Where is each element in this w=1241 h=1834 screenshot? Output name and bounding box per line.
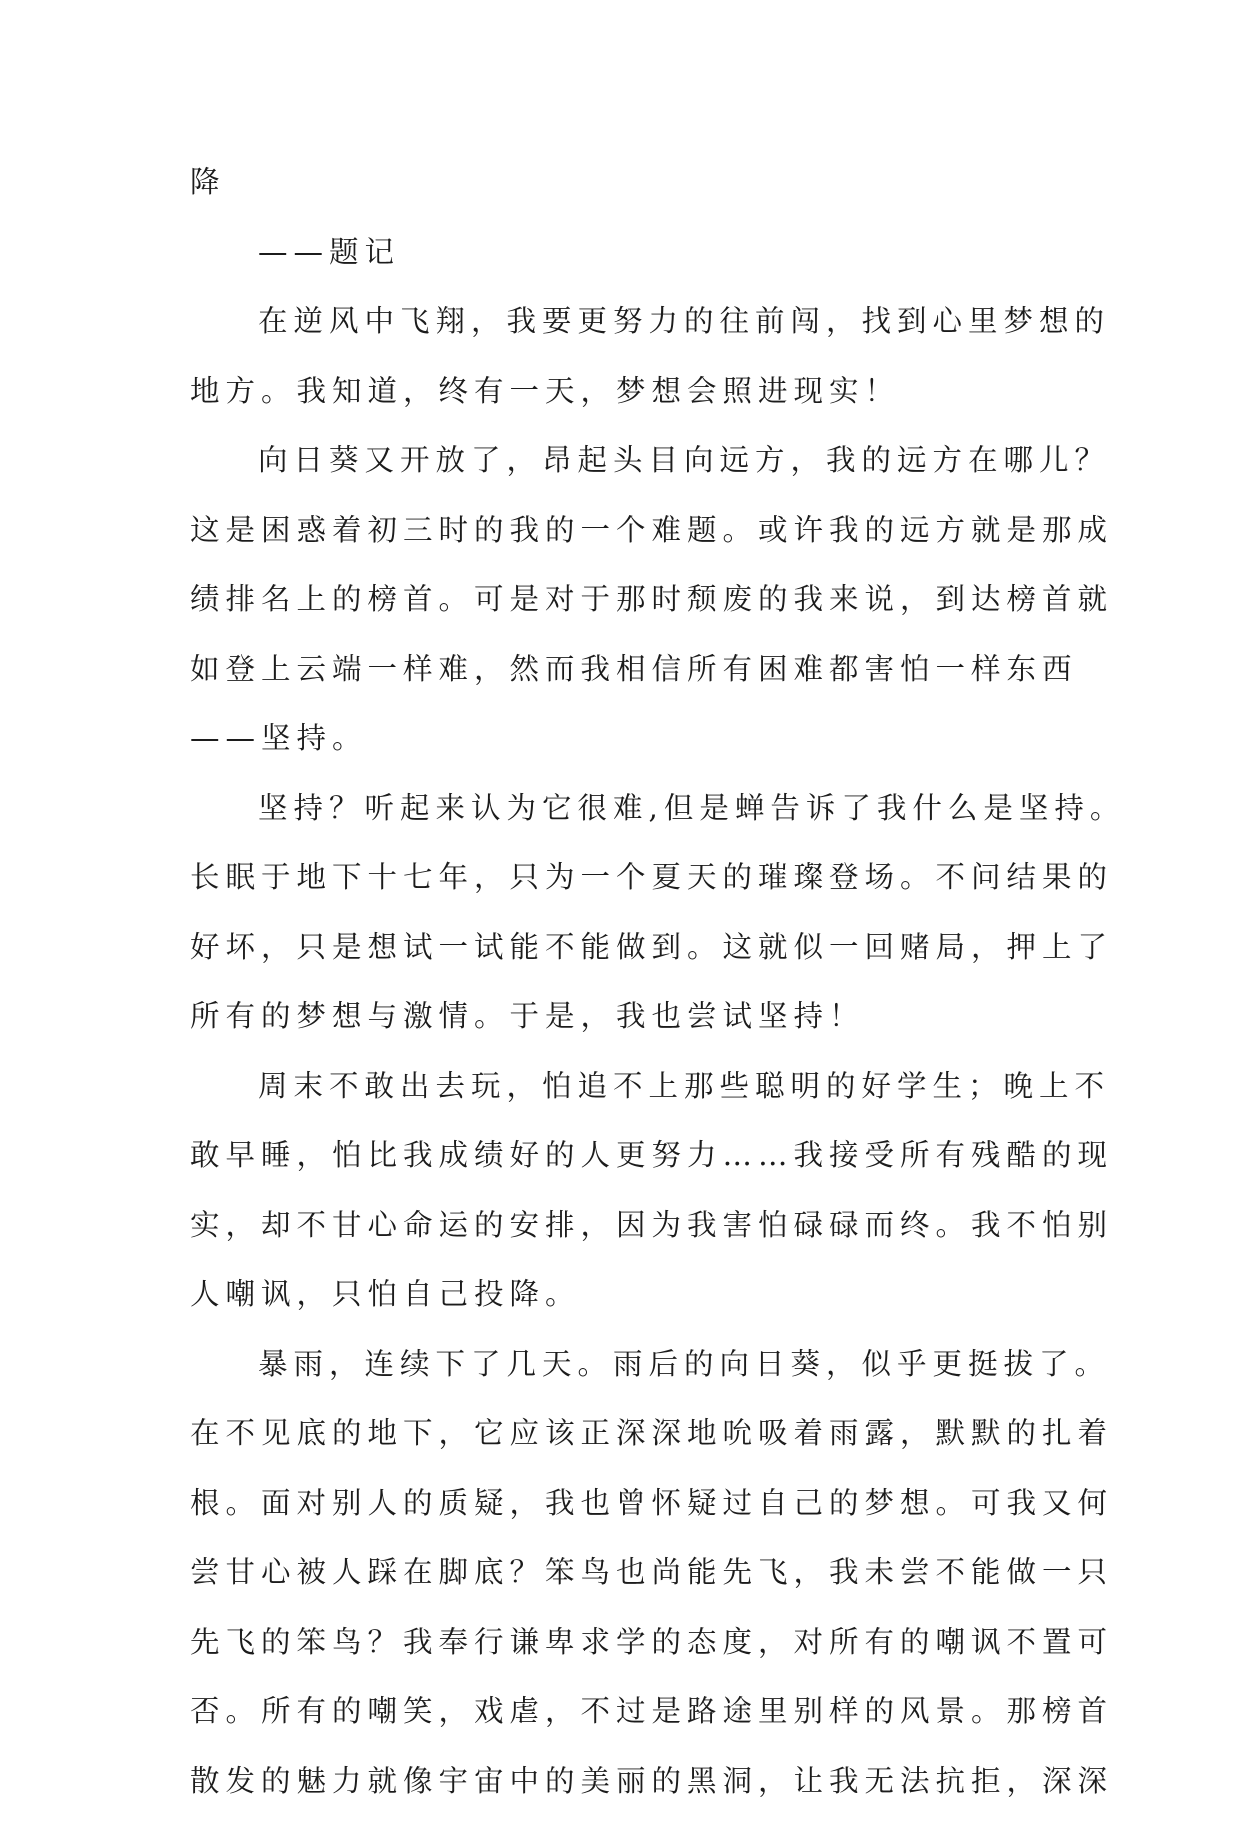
text-line: 降 <box>190 165 226 199</box>
text-line: 坚持？听起来认为它很难,但是蝉告诉了我什么是坚持。 <box>258 790 1126 825</box>
text-line: 敢早睡，怕比我成绩好的人更努力……我接受所有残酷的现 <box>190 1138 1114 1172</box>
text-line: 好坏，只是想试一试能不能做到。这就似一回赌局，押上了 <box>190 929 1114 964</box>
text-line: 长眠于地下十七年，只为一个夏天的璀璨登场。不问结果的 <box>190 860 1114 894</box>
text-line: 根。面对别人的质疑，我也曾怀疑过自己的梦想。可我又何 <box>190 1485 1114 1520</box>
document-body <box>190 165 1126 1834</box>
text-line: 否。所有的嘲笑，戏虐，不过是路途里别样的风景。那榜首 <box>190 1694 1114 1728</box>
text-line: 这是困惑着初三时的我的一个难题。或许我的远方就是那成 <box>190 512 1114 547</box>
text-line: ——题记 <box>258 234 401 269</box>
text-line: 地方。我知道，终有一天，梦想会照进现实！ <box>190 373 901 408</box>
text-line: 向日葵又开放了，昂起头目向远方，我的远方在哪儿？ <box>258 443 1111 477</box>
text-line: 周末不敢出去玩，怕追不上那些聪明的好学生；晚上不 <box>258 1068 1111 1103</box>
text-line: 实，却不甘心命运的安排，因为我害怕碌碌而终。我不怕别 <box>190 1207 1114 1242</box>
text-line: ——坚持。 <box>190 721 368 755</box>
text-line: 尝甘心被人踩在脚底？笨鸟也尚能先飞，我未尝不能做一只 <box>190 1555 1114 1589</box>
text-line: 散发的魅力就像宇宙中的美丽的黑洞，让我无法抗拒，深深 <box>190 1763 1114 1798</box>
text-line: 绩排名上的榜首。可是对于那时颓废的我来说，到达榜首就 <box>190 582 1114 616</box>
text-line: 人嘲讽，只怕自己投降。 <box>190 1277 581 1311</box>
text-line: 在不见底的地下，它应该正深深地吮吸着雨露，默默的扎着 <box>190 1416 1114 1450</box>
text-line: 暴雨，连续下了几天。雨后的向日葵，似乎更挺拔了。 <box>258 1346 1111 1381</box>
text-line: 先飞的笨鸟？我奉行谦卑求学的态度，对所有的嘲讽不置可 <box>190 1624 1114 1659</box>
text-line: 如登上云端一样难，然而我相信所有困难都害怕一样东西 <box>190 651 1078 686</box>
text-line: 所有的梦想与激情。于是，我也尝试坚持！ <box>190 999 865 1033</box>
text-line: 在逆风中飞翔，我要更努力的往前闯，找到心里梦想的 <box>258 304 1111 338</box>
